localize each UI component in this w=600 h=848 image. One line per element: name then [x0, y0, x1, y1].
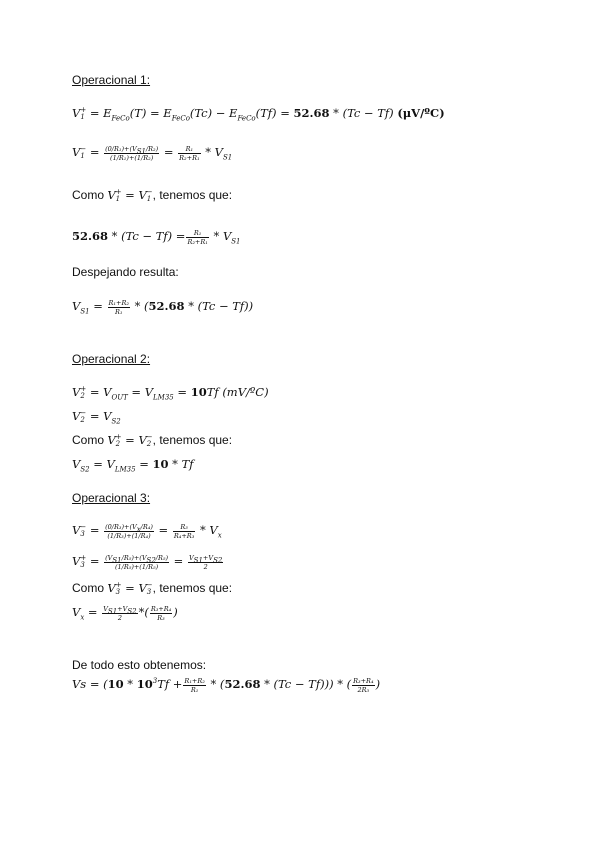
heading-operacional-1: Operacional 1: [72, 73, 151, 87]
equation-v3-plus: V + 3 = $\frac{(V_{S1}/R_5)+(V_{S2}/R_5)}{\text{(1/R₅)+(1/R₅)}}$ = $\frac{V_{S1}+V_{S2}}{2}$ [72, 553, 223, 571]
equation-vx: $V_x$ = $\frac{V_{S1}+V_{S2}}{2}$ *( $\frac{\text{R₃+R₄}}{\text{R₃}}$ ) [72, 604, 178, 622]
text-como-2: Como V + 2 = V − 2 , tenemos que: [72, 433, 233, 448]
text-de-todo-esto: De todo esto obtenemos: [72, 658, 207, 672]
heading-operacional-3: Operacional 3: [72, 491, 151, 505]
text-despejando: Despejando resulta: [72, 265, 179, 279]
equation-final-vs: $Vs = (10 * 10^3Tf$ + $\frac{\text{R₁+R₂}}{\text{R₁}}$ * (52.68 * (Tc − Tf))) * ( $\frac{\text{R₃+R₄}}{\text{2R₃}}$ ) [72, 676, 381, 694]
text-como-1: Como V + 1 = V − 1 , tenemos que: [72, 188, 233, 203]
heading-operacional-2: Operacional 2: [72, 352, 151, 366]
equation-v1-minus: V − 1 = $\frac{(0/R_1)+(V_{S1}/R_2)}{\text{(1/R₁)+(1/R₂)}}$ = $\frac{\text{R₁}}{\text{R₂+R₁}}$ * $V_{S1}$ [72, 144, 233, 162]
equation-vs1: $V_{S1}$ = $\frac{\text{R₁+R₂}}{\text{R₁}}$ * (52.68 * (Tc − Tf)) [72, 298, 254, 316]
equation-v2-minus: V − 2 = $V_{S2}$ [72, 409, 121, 426]
equation-v3-minus: V − 3 = $\frac{(0/R_3)+(V_x/R_4)}{\text{(1/R₃)+(1/R₄)}}$ = $\frac{\text{R₃}}{\text{R₄+R₃}}$ * $V_x$ [72, 522, 222, 540]
equation-v1-plus: V + 1 = $E_{FeCo}(T) = E_{FeCo}(Tc) - E_{FeCo}(Tf) = 52.68 * (Tc - Tf)$ (μV/ºC) [72, 106, 445, 123]
equation-v2-plus: V + 2 = $V_{OUT} = V_{LM35} = 10Tf$ (mV/ºC) [72, 385, 269, 402]
equation-equality-1: 52.68 * (Tc − Tf) = $\frac{\text{R₁}}{\text{R₂+R₁}}$ * $V_{S1}$ [72, 228, 241, 246]
equation-vs2: $V_{S2} = V_{LM35} = 10 * Tf$ [72, 457, 194, 474]
text-como-3: Como V + 3 = V − 3 , tenemos que: [72, 581, 233, 596]
